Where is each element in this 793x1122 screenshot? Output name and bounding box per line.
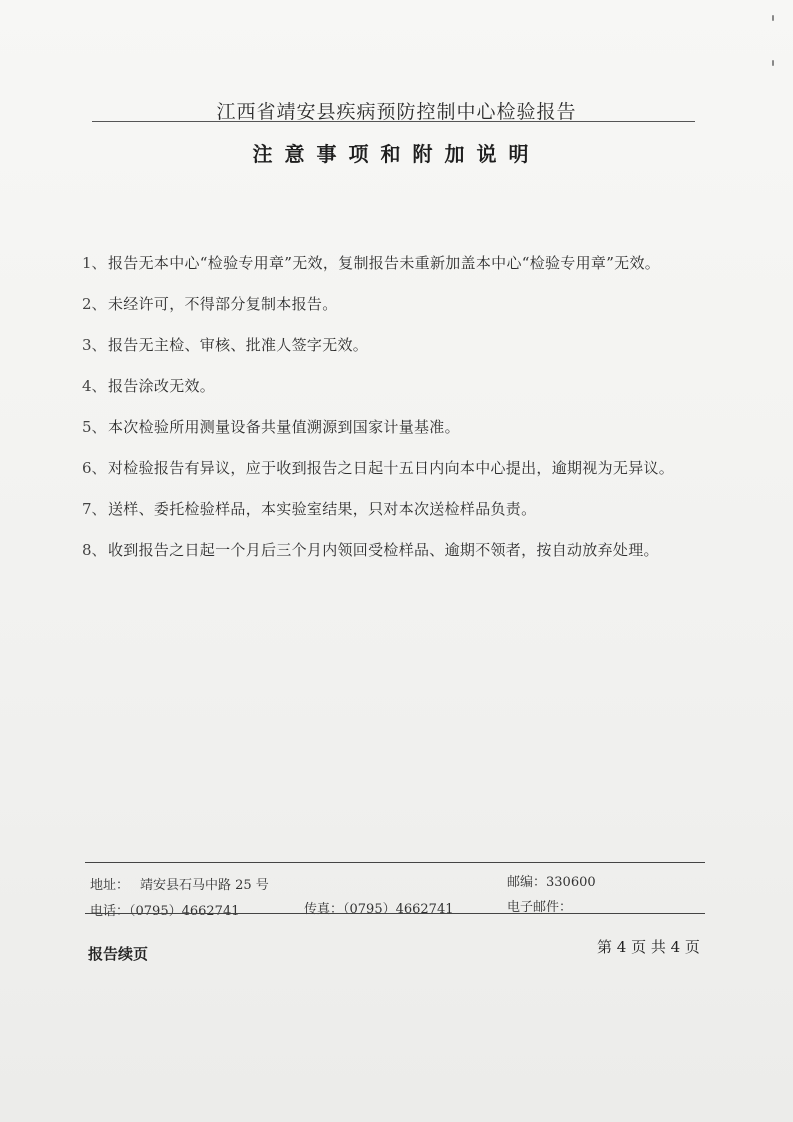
- note-number: 6、: [82, 459, 107, 477]
- page-number: 第 4 页 共 4 页: [597, 938, 700, 956]
- phone: 电话：（0795）4662741: [90, 904, 240, 919]
- note-item: [82, 284, 702, 325]
- notes-list: [82, 243, 702, 571]
- note-text: 送样、委托检验样品，本实验室结果，只对本次送检样品负责。: [108, 500, 537, 518]
- note-text: 未经许可，不得部分复制本报告。: [108, 295, 338, 313]
- note-number: 2、: [82, 295, 107, 313]
- report-title: 江西省靖安县疾病预防控制中心检验报告: [216, 101, 577, 123]
- note-item: [82, 325, 702, 366]
- note-text: 对检验报告有异议，应于收到报告之日起十五日内向本中心提出，逾期视为无异议。: [108, 459, 675, 477]
- footer-bottom-divider: [85, 913, 705, 914]
- title-divider: [92, 121, 695, 122]
- fax: 传真：（0795）4662741: [304, 902, 454, 917]
- scan-speck: [772, 15, 774, 21]
- note-text: 报告涂改无效。: [108, 377, 216, 395]
- note-number: 7、: [82, 500, 107, 518]
- note-text: 本次检验所用测量设备共量值溯源到国家计量基准。: [108, 418, 460, 436]
- note-item: [82, 407, 702, 448]
- note-item: [82, 366, 702, 407]
- note-item: [82, 530, 702, 571]
- email-label: 电子邮件：: [507, 900, 573, 915]
- note-item: [82, 243, 702, 284]
- note-item: [82, 448, 702, 489]
- postcode: 邮编：330600: [507, 875, 596, 890]
- note-number: 8、: [82, 541, 107, 559]
- note-number: 5、: [82, 418, 107, 436]
- address-value: 靖安县石马中路 25 号: [140, 878, 269, 893]
- report-continued-label: 报告续页: [88, 945, 149, 963]
- scan-speck: [772, 60, 774, 66]
- note-text: 报告无本中心“检验专用章”无效，复制报告未重新加盖本中心“检验专用章”无效。: [108, 254, 661, 272]
- footer-top-divider: [85, 862, 705, 863]
- address-label: 地址：: [90, 878, 130, 893]
- note-number: 1、: [82, 254, 107, 272]
- note-text: 收到报告之日起一个月后三个月内领回受检样品、逾期不领者，按自动放弃处理。: [108, 541, 659, 559]
- notes-heading: 注意事项和附加说明: [252, 142, 541, 166]
- note-text: 报告无主检、审核、批准人签字无效。: [108, 336, 369, 354]
- note-item: [82, 489, 702, 530]
- note-number: 3、: [82, 336, 107, 354]
- note-number: 4、: [82, 377, 107, 395]
